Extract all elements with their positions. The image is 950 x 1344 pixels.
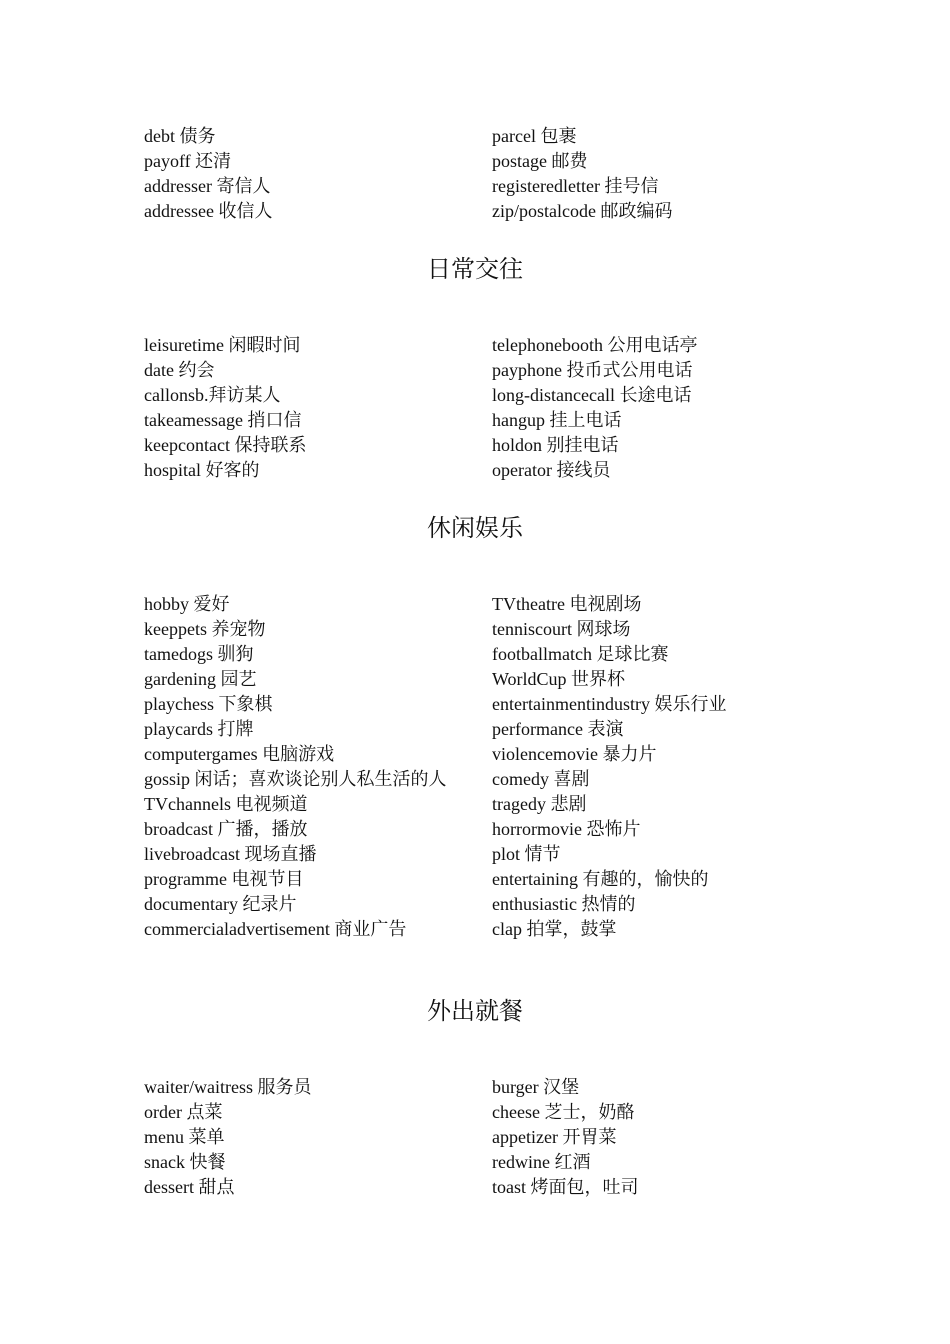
vocab-item: entertaining 有趣的，愉快的 — [492, 869, 709, 889]
vocab-item: order 点菜 — [144, 1102, 223, 1122]
vocab-item: gossip 闲话；喜欢谈论别人私生活的人 — [144, 769, 447, 789]
vocab-item: computergames 电脑游戏 — [144, 744, 335, 764]
vocab-item: registeredletter 挂号信 — [492, 176, 659, 196]
vocab-item: hobby 爱好 — [144, 594, 230, 614]
vocab-item: violencemovie 暴力片 — [492, 744, 657, 764]
vocab-item: payphone 投币式公用电话 — [492, 360, 693, 380]
vocab-item: hospital 好客的 — [144, 460, 260, 480]
vocab-item: addresser 寄信人 — [144, 176, 271, 196]
vocab-item: TVchannels 电视频道 — [144, 794, 308, 814]
vocab-item: takeamessage 捎口信 — [144, 410, 302, 430]
vocab-list-left — [144, 333, 492, 483]
vocab-item: commercialadvertisement 商业广告 — [144, 919, 407, 939]
vocab-list-right — [492, 1075, 844, 1200]
vocab-columns — [144, 333, 844, 483]
vocab-item: payoff 还清 — [144, 151, 232, 171]
vocab-item: comedy 喜剧 — [492, 769, 590, 789]
vocab-list-right — [492, 592, 844, 942]
vocab-item: burger 汉堡 — [492, 1077, 580, 1097]
vocab-columns — [144, 592, 844, 942]
vocab-item: broadcast 广播，播放 — [144, 819, 308, 839]
vocab-item: debt 债务 — [144, 126, 216, 146]
vocab-item: entertainmentindustry 娱乐行业 — [492, 694, 727, 714]
vocab-item: performance 表演 — [492, 719, 624, 739]
vocab-list-left — [144, 124, 492, 224]
vocab-item: parcel 包裹 — [492, 126, 577, 146]
vocab-item: keeppets 养宠物 — [144, 619, 266, 639]
vocab-item: redwine 红酒 — [492, 1152, 591, 1172]
vocab-item: documentary 纪录片 — [144, 894, 297, 914]
vocab-item: toast 烤面包，吐司 — [492, 1177, 639, 1197]
vocab-item: livebroadcast 现场直播 — [144, 844, 317, 864]
vocab-item: WorldCup 世界杯 — [492, 669, 626, 689]
vocab-item: zip/postalcode 邮政编码 — [492, 201, 673, 221]
vocab-item: tenniscourt 网球场 — [492, 619, 631, 639]
vocab-item: tamedogs 驯狗 — [144, 644, 254, 664]
vocab-item: postage 邮费 — [492, 151, 588, 171]
vocab-list-right — [492, 124, 844, 224]
vocab-item: tragedy 悲剧 — [492, 794, 587, 814]
vocab-section-leisure — [144, 592, 844, 942]
vocab-item: enthusiastic 热情的 — [492, 894, 636, 914]
vocab-item: cheese 芝士，奶酪 — [492, 1102, 635, 1122]
vocab-columns — [144, 124, 844, 224]
vocab-item: playcards 打牌 — [144, 719, 254, 739]
vocab-item: appetizer 开胃菜 — [492, 1127, 617, 1147]
vocab-item: keepcontact 保持联系 — [144, 435, 307, 455]
vocab-item: waiter/waitress 服务员 — [144, 1077, 312, 1097]
vocab-item: callonsb.拜访某人 — [144, 385, 281, 405]
vocab-item: addressee 收信人 — [144, 201, 273, 221]
vocab-item: programme 电视节目 — [144, 869, 304, 889]
section-heading-leisure: 休闲娱乐 — [427, 516, 523, 542]
vocab-item: snack 快餐 — [144, 1152, 226, 1172]
vocab-item: gardening 园艺 — [144, 669, 257, 689]
vocab-section-dining — [144, 1075, 844, 1200]
vocab-columns — [144, 1075, 844, 1200]
vocab-section-daily — [144, 333, 844, 483]
vocab-item: horrormovie 恐怖片 — [492, 819, 641, 839]
vocab-list-right — [492, 333, 844, 483]
vocab-item: TVtheatre 电视剧场 — [492, 594, 642, 614]
vocab-item: plot 情节 — [492, 844, 561, 864]
vocab-item: dessert 甜点 — [144, 1177, 235, 1197]
vocab-item: leisuretime 闲暇时间 — [144, 335, 301, 355]
vocab-item: telephonebooth 公用电话亭 — [492, 335, 698, 355]
vocab-item: date 约会 — [144, 360, 215, 380]
vocab-item: clap 拍掌，鼓掌 — [492, 919, 617, 939]
vocab-item: hangup 挂上电话 — [492, 410, 622, 430]
vocab-item: long-distancecall 长途电话 — [492, 385, 692, 405]
vocab-item: menu 菜单 — [144, 1127, 225, 1147]
section-heading-dining: 外出就餐 — [427, 999, 523, 1025]
vocab-item: holdon 别挂电话 — [492, 435, 619, 455]
section-heading-daily: 日常交往 — [427, 257, 523, 283]
vocab-item: playchess 下象棋 — [144, 694, 273, 714]
vocab-section-mail — [144, 124, 844, 224]
vocab-item: operator 接线员 — [492, 460, 611, 480]
vocab-list-left — [144, 1075, 492, 1200]
vocab-list-left — [144, 592, 492, 942]
vocab-item: footballmatch 足球比赛 — [492, 644, 669, 664]
